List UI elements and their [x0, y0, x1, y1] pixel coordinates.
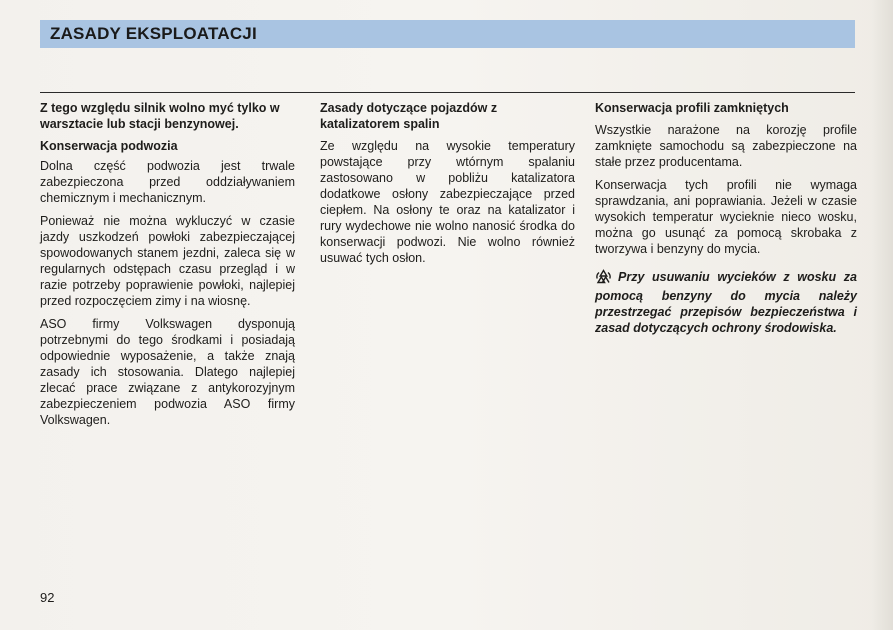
intro-statement: Z tego względu silnik wolno myć tylko w warsztacie lub stacji benzynowej. [40, 101, 280, 131]
recycling-icon [595, 269, 612, 288]
page-number: 92 [40, 590, 55, 605]
paragraph-closed-profiles-1: Wszystkie narażone na korozję profile zamknięte samochodu są zabezpieczone na stałe przez producentama. [595, 123, 857, 169]
paragraph-catalytic-converter: Ze względu na wysokie temperatury powstające przy wtórnym spalaniu zastosowano w pobliżu katalizatora dodatkowe osłony zabezpieczające przed ciepłem. Na osłony te oraz na katalizator i rury wydechowe nie wolno nanosić środka do konserwacji podwozi. Nie wolno również usuwać tych osłon. [320, 139, 575, 265]
column-middle [320, 100, 575, 273]
environment-note-text: Przy usuwaniu wycieków z wosku za pomocą benzyny do mycia należy przestrzegać przepisów bezpieczeństwa i zasad dotyczących ochrony środowiska. [595, 270, 857, 335]
show-through-shadow [600, 440, 850, 590]
page-title: ZASADY EKSPLOATACJI [50, 24, 257, 43]
paragraph-closed-profiles-2: Konserwacja tych profili nie wymaga sprawdzania, ani poprawiania. Jeżeli w czasie wysokich temperatur wycieknie nieco wosku, można go usunąć za pomocą skrobaka z tworzywa i benzyny do mycia. [595, 178, 857, 256]
paragraph-undercarriage-3: ASO firmy Volkswagen dysponują potrzebnymi do tego środkami i posiadają odpowiednie wyposażenie, a także znają zasady ich stosowania. Dlatego najlepiej zlecać prace związane z antykorozyjnym zabezpieczeniem podwozia ASO firmy Volkswagen. [40, 317, 295, 427]
column-left [40, 100, 295, 435]
paragraph-undercarriage-2: Ponieważ nie można wykluczyć w czasie jazdy uszkodzeń powłoki zabezpieczającej spowodowanych stanem jezdni, zaleca się w regularnych odstępach czasu przegląd i w razie potrzeby poprawienie powłoki, najlepiej przed rozpoczęciem zimy i na wiosnę. [40, 214, 295, 308]
heading-catalytic-converter: Zasady dotyczące pojazdów z katalizatorem spalin [320, 101, 498, 131]
column-right [595, 100, 857, 336]
environment-note [595, 269, 857, 336]
heading-undercarriage-care: Konserwacja podwozia [40, 139, 178, 153]
scan-edge-shadow [871, 0, 893, 630]
section-divider [40, 92, 855, 93]
heading-closed-profiles: Konserwacja profili zamkniętych [595, 101, 789, 115]
paragraph-undercarriage-1: Dolna część podwozia jest trwale zabezpieczona przed oddziaływaniem chemicznym i mechanicznym. [40, 159, 295, 205]
